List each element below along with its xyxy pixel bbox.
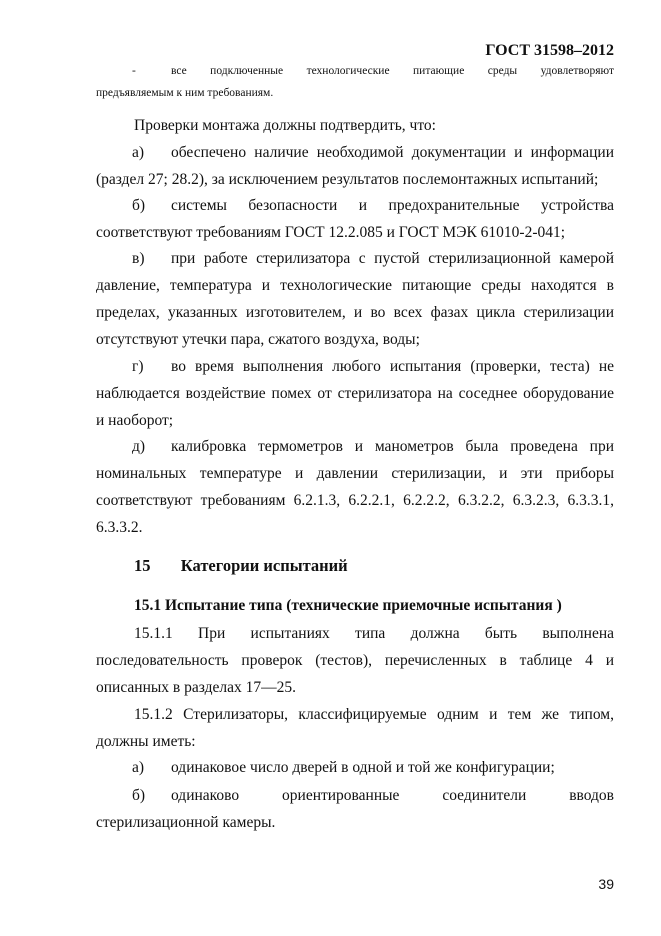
p1511-line-2: последовательность проверок (тестов), перечисленных в таблице 4 и: [96, 652, 614, 669]
check-item-b: [96, 192, 614, 246]
check-line-v-4: отсутствуют утечки пара, сжатого воздуха, воды;: [96, 331, 420, 348]
check-line-a-2: (раздел 27; 28.2), за исключением результатов послемонтажных испытаний;: [96, 171, 599, 188]
check-line-d-2: номинальных температуре и давлении стерилизации, и эти приборы: [96, 465, 614, 482]
check-line-g-3: и наоборот;: [96, 412, 174, 429]
subsection-heading: 15.1 Испытание типа (технические приемочные испытания ): [134, 597, 562, 614]
check-marker-a: а): [132, 144, 145, 161]
type-marker-a: а): [132, 759, 145, 776]
page-number: 39: [598, 876, 614, 892]
check-line-a-1: обеспечено наличие необходимой документации и информации: [171, 144, 614, 161]
type-line-b-1: одинаково ориентированные соединители вводов: [171, 787, 614, 804]
check-line-b-2: соответствуют требованиям ГОСТ 12.2.085 и ГОСТ МЭК 61010-2-041;: [96, 224, 566, 241]
check-line-b-1: системы безопасности и предохранительные устройства: [171, 197, 614, 214]
type-item-b: [96, 782, 614, 836]
document-header: ГОСТ 31598–2012: [485, 42, 614, 59]
check-item-g: [96, 353, 614, 434]
p1512-line-2: должны иметь:: [96, 733, 196, 750]
section-title: Категории испытаний: [180, 556, 348, 575]
check-line-d-1: калибровка термометров и манометров была проведена при: [171, 438, 614, 455]
check-marker-b: б): [132, 197, 146, 214]
intro-marker: -: [132, 65, 136, 77]
p1511-line-1: 15.1.1 При испытаниях типа должна быть выполнена: [134, 625, 614, 642]
type-line-a: одинаковое число дверей в одной и той же конфигурации;: [171, 759, 555, 776]
p1511-line-3: описанных в разделах 17—25.: [96, 679, 296, 696]
check-marker-v: в): [132, 250, 145, 267]
checks-lead: Проверки монтажа должны подтвердить, что:: [134, 117, 436, 134]
check-line-d-4: 6.3.3.2.: [96, 519, 143, 536]
section-heading: [134, 556, 348, 576]
paragraph-15-1-1: [96, 620, 614, 701]
check-marker-g: г): [132, 358, 144, 375]
type-line-b-2: стерилизационной камеры.: [96, 814, 276, 831]
check-item-d: [96, 433, 614, 541]
check-line-g-1: во время выполнения любого испытания (проверки, теста) не: [171, 358, 614, 375]
intro-line-1: все подключенные технологические питающие среды удовлетворяют: [171, 65, 614, 77]
intro-line-2: предъявляемым к ним требованиям.: [96, 87, 274, 99]
check-item-v: [96, 245, 614, 353]
p1512-line-1: 15.1.2 Стерилизаторы, классифицируемые одним и тем же типом,: [134, 706, 614, 723]
check-line-d-3: соответствуют требованиям 6.2.1.3, 6.2.2.1, 6.2.2.2, 6.3.2.2, 6.3.2.3, 6.3.3.1,: [96, 492, 614, 509]
check-line-v-2: давление, температура и технологические питающие среды находятся в: [96, 277, 614, 294]
section-number: 15: [134, 556, 151, 575]
check-line-g-2: наблюдается воздействие помех от стерилизатора на соседнее оборудование: [96, 385, 614, 402]
paragraph-15-1-2: [96, 701, 614, 755]
intro-paragraph: [96, 60, 614, 104]
type-item-a: [96, 754, 614, 781]
check-marker-d: д): [132, 438, 146, 455]
check-line-v-1: при работе стерилизатора с пустой стерилизационной камерой: [171, 250, 614, 267]
type-marker-b: б): [132, 787, 146, 804]
check-item-a: [96, 139, 614, 193]
check-line-v-3: пределах, указанных изготовителем, и во всех фазах цикла стерилизации: [96, 304, 614, 321]
